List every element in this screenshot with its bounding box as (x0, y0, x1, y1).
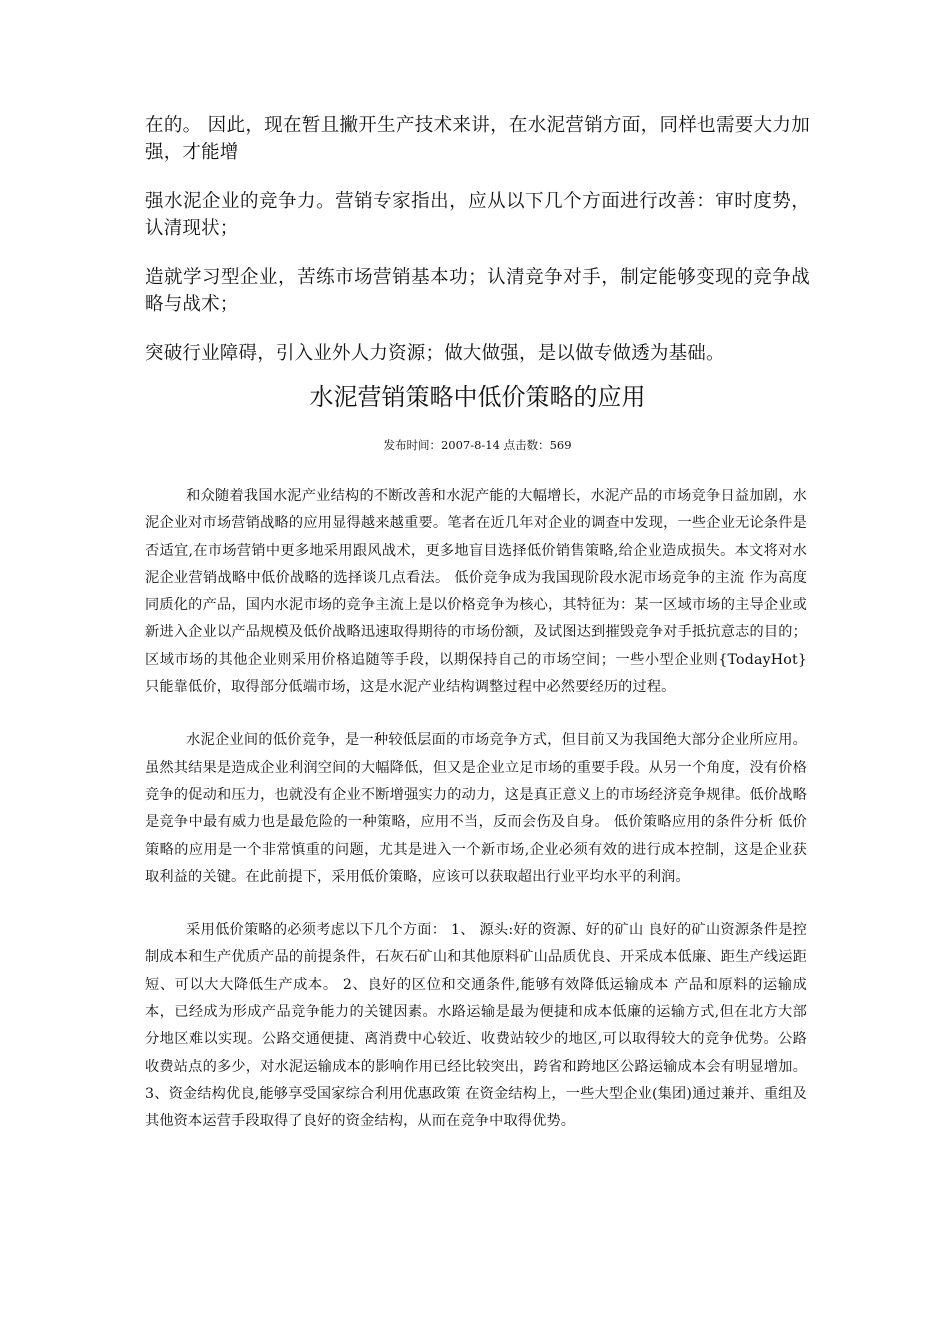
intro-paragraph: 强水泥企业的竞争力。营销专家指出，应从以下几个方面进行改善：审时度势，认清现状； (145, 191, 810, 239)
intro-paragraph: 造就学习型企业，苦练市场营销基本功；认清竞争对手，制定能够变现的竞争战略与战术； (145, 267, 810, 315)
intro-paragraph: 突破行业障碍，引入业外人力资源；做大做强，是以做专做透为基础。 (145, 343, 725, 364)
body-paragraph: 水泥企业间的低价竞争，是一种较低层面的市场竞争方式，但目前又为我国绝大部分企业所应用。虽然其结果是造成企业利润空间的大幅降低，但又是企业立足市场的重要手段。从另一个角度，没有价格竞争的促动和压力，也就没有企业不断增强实力的动力，这是真正意义上的市场经济竞争规律。低价战略是竞争中最有威力也是最危险的一种策略，应用不当，反而会伤及自身。 低价策略应用的条件分析 低价策略的应用是一个非常慎重的问题，尤其是进入一个新市场,企业必须有效的进行成本控制，这是企业获取利益的关键。在此前提下，采用低价策略，应该可以获取超出行业平均水平的利润。 (145, 732, 807, 885)
body-paragraph: 和众随着我国水泥产业结构的不断改善和水泥产能的大幅增长，水泥产品的市场竞争日益加剧，水泥企业对市场营销战略的应用显得越来越重要。笔者在近几年对企业的调查中发现，一些企业无论条件是否适宜,在市场营销中更多地采用跟风战术，更多地盲目选择低价销售策略,给企业造成损失。本文将对水泥企业营销战略中低价战略的选择谈几点看法。 低价竞争成为我国现阶段水泥市场竞争的主流 作为高度同质化的产品，国内水泥市场的竞争主流上是以价格竞争为核心，其特征为：某一区域市场的主导企业或新进入企业以产品规模及低价战略迅速取得期待的市场份额，及试图达到摧毁竞争对手抵抗意志的目的；区域市场的其他企业则采用价格追随等手段，以期保持自己的市场空间；一些小型企业则{TodayHot}只能靠低价，取得部分低端市场，这是水泥产业结构调整过程中必然要经历的过程。 (145, 488, 807, 696)
intro-paragraph: 在的。 因此，现在暂且撇开生产技术来讲，在水泥营销方面，同样也需要大力加强，才能增 (145, 115, 810, 163)
article-title: 水泥营销策略中低价策略的应用 (309, 383, 646, 411)
article-body (145, 483, 807, 1162)
body-paragraph: 采用低价策略的必须考虑以下几个方面： 1、 源头:好的资源、好的矿山 良好的矿山资源条件是控制成本和生产优质产品的前提条件，石灰石矿山和其他原料矿山品质优良、开采成本低廉、距生产线运距短、可以大大降低生产成本。 2、良好的区位和交通条件,能够有效降低运输成本 产品和原料的运输成本，已经成为形成产品竞争能力的关键因素。水路运输是最为便捷和成本低廉的运输方式,但在北方大部分地区难以实现。公路交通便捷、离消费中心较近、收费站较少的地区,可以取得较大的竞争优势。公路收费站点的多少，对水泥运输成本的影响作用已经比较突出，跨省和跨地区公路运输成本会有明显增加。 3、资金结构优良,能够享受国家综合利用优惠政策 在资金结构上，一些大型企业(集团)通过兼并、重组及其他资本运营手段取得了良好的资金结构，从而在竞争中取得优势。 (145, 922, 807, 1130)
article-meta: 发布时间：2007-8-14 点击数：569 (383, 438, 572, 452)
intro-section (145, 112, 810, 389)
